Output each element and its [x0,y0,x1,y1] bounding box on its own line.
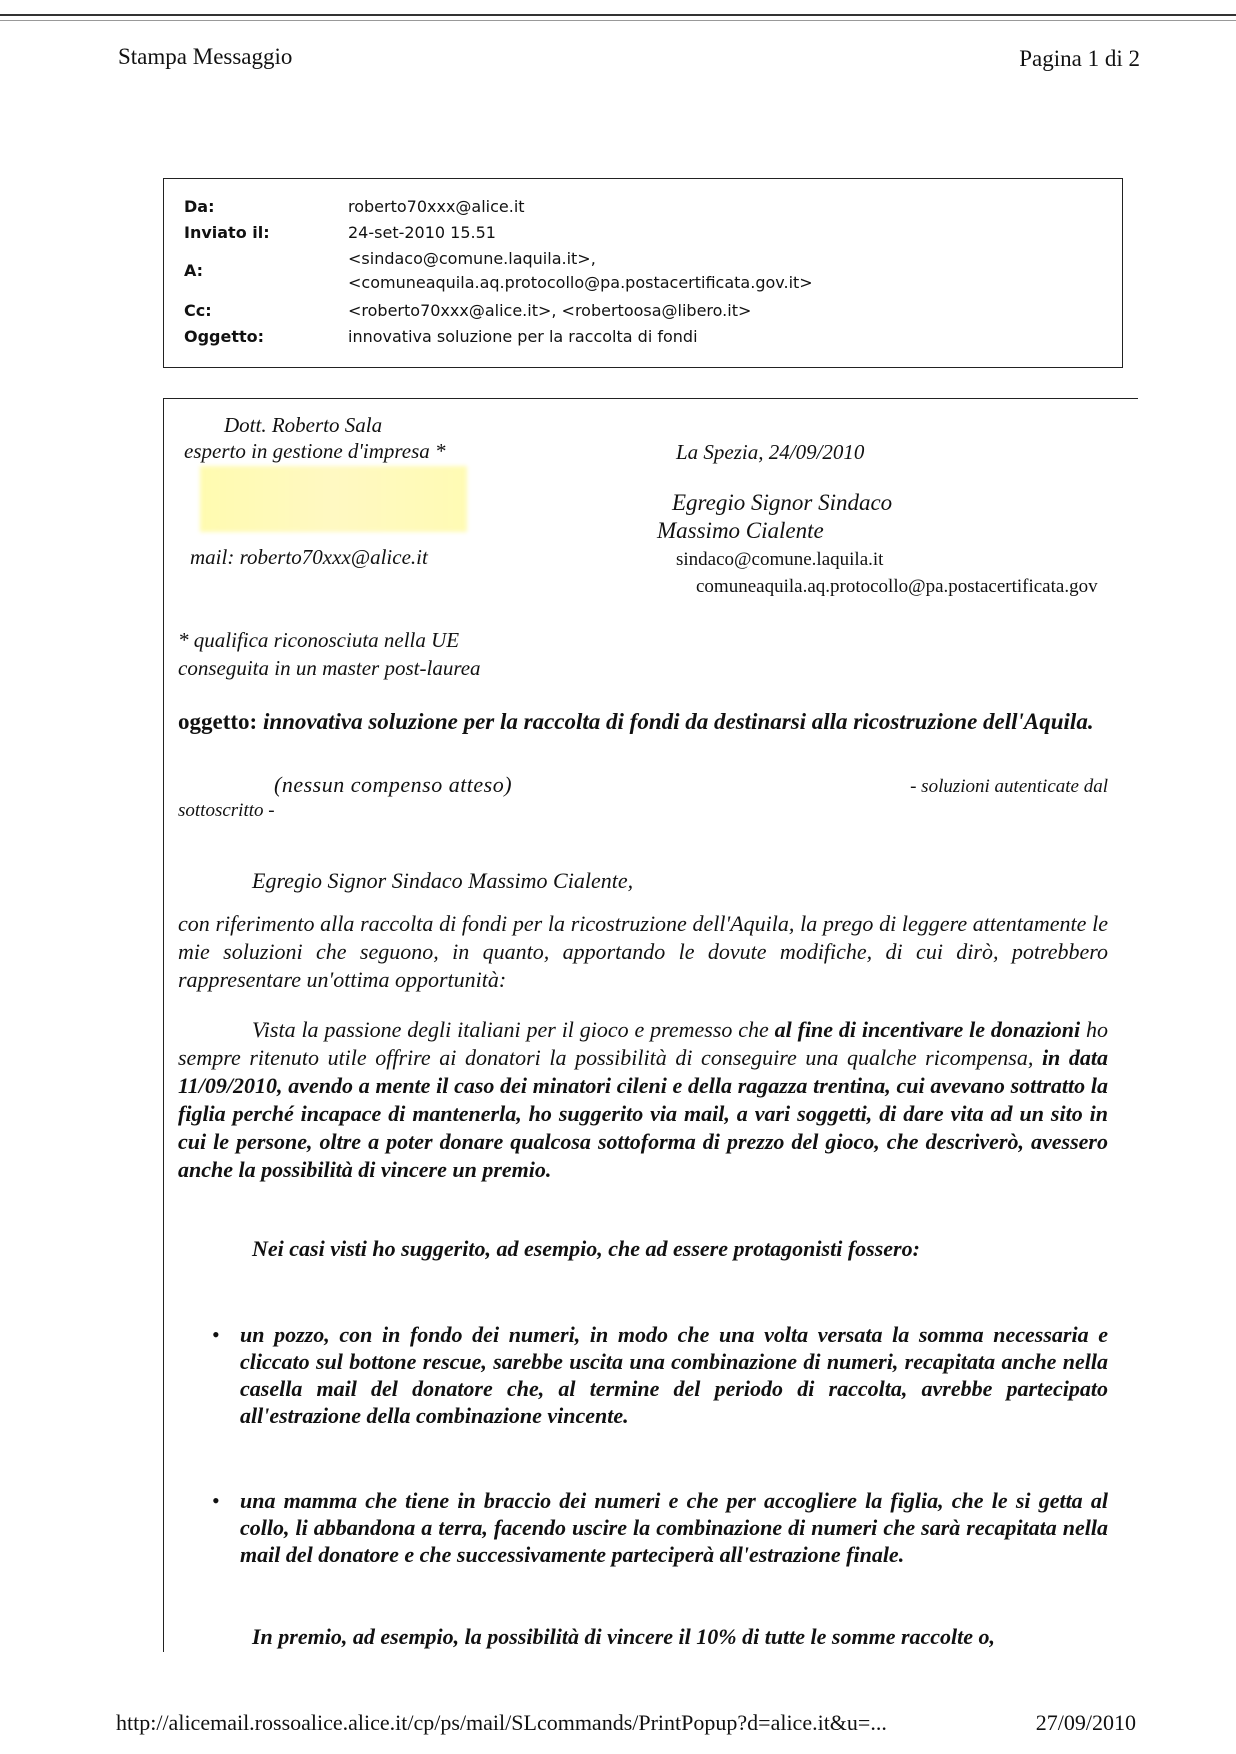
letter-subject-text: innovativa soluzione per la raccolta di fondi da destinarsi alla ricostruzione dell'Aquila. [262,709,1094,734]
to-value-1: <sindaco@comune.laquila.it>, [348,249,596,268]
redacted-highlight [200,466,467,532]
sent-label: Inviato il: [184,223,270,242]
recipient-name: Massimo Cialente [657,518,824,543]
footnote-line-2: conseguita in un master post-laurea [178,656,481,680]
bullet-marker-1: • [212,1322,220,1347]
footer-url: http://alicemail.rossoalice.alice.it/cp/ps/mail/SLcommands/PrintPopup?d=alice.it&u=... [116,1710,887,1735]
print-title: Stampa Messaggio [118,44,293,69]
paragraph-2-part-b: al fine di incentivare le donazioni [774,1017,1081,1042]
paragraph-2-part-d: in data 11/09/2010, avendo a mente il caso dei minatori cileni e della ragazza trentina, cui avevano sottratto la figlia perché incapace di mantenerla, ho suggerito via mail, a vari soggetti, di dare vita ad un sito in cui le persone, oltre a poter donare qualcosa sottoforma di prezzo del gioco, che descriverò, avessero anche la possibilità di vincere un premio. [178,1045,1108,1182]
authenticated-note: - soluzioni autenticate dal [910,776,1108,797]
sender-role: esperto in gestione d'impresa * [184,439,446,463]
footer-date: 27/09/2010 [1035,1710,1136,1735]
paragraph-1: con riferimento alla raccolta di fondi per la ricostruzione dell'Aquila, la prego di leggere attentamente le mie soluzioni che seguono, in quanto, apportando le dovute modifiche, di cui dirò, potrebbero rappresentare un'ottima opportunità: [178,911,1108,992]
footnote-line-1: * qualifica riconosciuta nella UE [178,628,460,652]
no-compensation-note: (nessun compenso atteso) [274,772,513,797]
email-header-box [163,178,1123,368]
authenticated-note-cont: sottoscritto - [178,800,275,821]
recipient-salutation: Egregio Signor Sindaco [672,490,893,515]
greeting: Egregio Signor Sindaco Massimo Cialente, [252,868,634,893]
subject-label: Oggetto: [184,327,265,346]
paragraph-2-part-a: Vista la passione degli italiani per il gioco e premesso che [252,1017,775,1042]
bullet-item-1: un pozzo, con in fondo dei numeri, in modo che una volta versata la somma necessaria e cliccato sul bottone rescue, sarebbe uscita una combinazione di numeri, recapitata anche nella casella mail del donatore che, al termine del periodo di raccolta, avrebbe partecipato all'estrazione della combinazione vincente. [240,1322,1108,1428]
sender-mail: mail: roberto70xxx@alice.it [190,545,428,569]
sent-value: 24-set-2010 15.51 [348,223,496,242]
cc-value: <roberto70xxx@alice.it>, <robertoosa@libero.it> [348,301,752,320]
from-label: Da: [184,197,215,216]
page-number: Pagina 1 di 2 [1019,46,1140,71]
paragraph-2 [178,1016,1108,1184]
sender-name: Dott. Roberto Sala [224,413,383,437]
top-rule-secondary [0,20,1236,21]
from-value: roberto70xxx@alice.it [348,197,525,216]
paragraph-4: In premio, ad esempio, la possibilità di vincere il 10% di tutte le somme raccolte o, [252,1624,996,1649]
paragraph-2-part-c: ho sempre ritenuto utile offrire ai donatori la possibilità di conseguire una qualche ricompensa, [178,1017,1109,1070]
recipient-mail-1: sindaco@comune.laquila.it [676,549,884,570]
letter-subject-label: oggetto: [178,709,258,734]
letter-subject [178,708,1108,735]
to-value-2: <comuneaquila.aq.protocollo@pa.postacertificata.gov.it> [348,273,813,292]
paragraph-3: Nei casi visti ho suggerito, ad esempio, che ad essere protagonisti fossero: [252,1236,920,1261]
place-date: La Spezia, 24/09/2010 [676,440,865,464]
bullet-marker-2: • [212,1488,220,1513]
recipient-mail-2: comuneaquila.aq.protocollo@pa.postacertificata.gov [696,576,1098,597]
bullet-item-2: una mamma che tiene in braccio dei numeri e che per accogliere la figlia, che le si getta al collo, li abbandona a terra, facendo uscire la combinazione di numeri che sarà recapitata nella mail del donatore e che successivamente parteciperà all'estrazione finale. [240,1488,1108,1567]
cc-label: Cc: [184,301,212,320]
top-rule [0,14,1236,16]
to-label: A: [184,261,204,280]
subject-value: innovativa soluzione per la raccolta di fondi [348,327,698,346]
